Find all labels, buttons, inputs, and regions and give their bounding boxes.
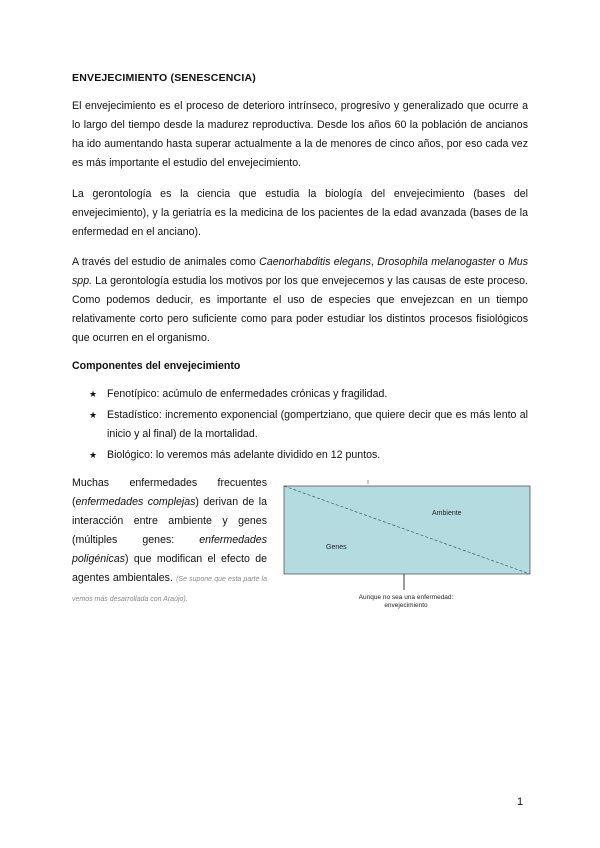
text-span: o: [495, 256, 508, 268]
label-genes: Genes: [326, 544, 347, 551]
text-span: A través del estudio de animales como: [72, 256, 260, 268]
species-name: Drosophila melanogaster: [377, 256, 496, 268]
list-item: [72, 446, 528, 465]
genes-environment-diagram: [280, 480, 535, 615]
side-note: (Se supone que esta parte la vemos más desarrollada con Araújo).: [72, 576, 267, 603]
species-name: Caenorhabditis elegans: [259, 256, 371, 268]
text-span: ,: [370, 256, 378, 268]
emphasis-text: enfermedades complejas: [75, 496, 196, 508]
bullet-list: [72, 385, 528, 467]
page-number: 1: [517, 796, 524, 808]
list-item-text: Fenotípico: acúmulo de enfermedades crónicas y fragilidad.: [107, 388, 388, 400]
paragraph-gerontology: La gerontología es la ciencia que estudia la biología del envejecimiento (bases del envejecimiento), y la geriatría es la medicina de los pacientes de la edad avanzada (bases de la enfermedad en el anciano).: [72, 188, 528, 238]
label-ambiente: Ambiente: [432, 510, 462, 517]
paragraph-intro: El envejecimiento es el proceso de deterioro intrínseco, progresivo y generalizado que ocurre a lo largo del tiempo desde la madurez reproductiva. Desde los años 60 la población de ancianos ha ido aumentando hasta superar actualmente a la de menores de cinco años, por eso cada vez es más importante el estudio del envejecimiento.: [72, 100, 528, 169]
star-bullet-icon: ★: [89, 450, 98, 460]
list-item: [72, 406, 528, 444]
star-bullet-icon: ★: [89, 389, 98, 399]
star-bullet-icon: ★: [89, 410, 98, 420]
text-span: ) que modifican el efecto de agentes ambientales.: [72, 553, 267, 584]
list-item-text: Biológico: lo veremos más adelante dividido en 12 puntos.: [107, 449, 381, 461]
page-title: ENVEJECIMIENTO (SENESCENCIA): [72, 72, 256, 84]
text-span: La gerontología estudia los motivos por los que envejecemos y las causas de este proceso. Como podemos deducir, es importante el uso de especies que envejezcan en un tiempo relativamente corto pero suficiente como para poder estudiar los distintos procesos fisiológicos que ocurren en el organismo.: [72, 275, 528, 344]
diagram-caption-line1: Aunque no sea una enfermedad:: [358, 594, 454, 601]
text-span: ) derivan de la interacción entre ambiente y genes (múltiples genes:: [72, 496, 267, 546]
text-span: Muchas enfermedades frecuentes (: [72, 477, 267, 508]
paragraph-model-organisms: [72, 253, 528, 348]
diagram-caption-line2: envejecimiento: [384, 602, 428, 609]
paragraph-complex-diseases: [72, 474, 267, 609]
species-name: Mus spp.: [72, 256, 528, 287]
emphasis-text: enfermedades poligénicas: [72, 534, 267, 565]
list-item: [72, 385, 528, 404]
section-heading: Componentes del envejecimiento: [72, 360, 241, 372]
list-item-text: Estadístico: incremento exponencial (gompertziano, que quiere decir que es más lento al inicio y al final) de la mortalidad.: [107, 409, 528, 440]
